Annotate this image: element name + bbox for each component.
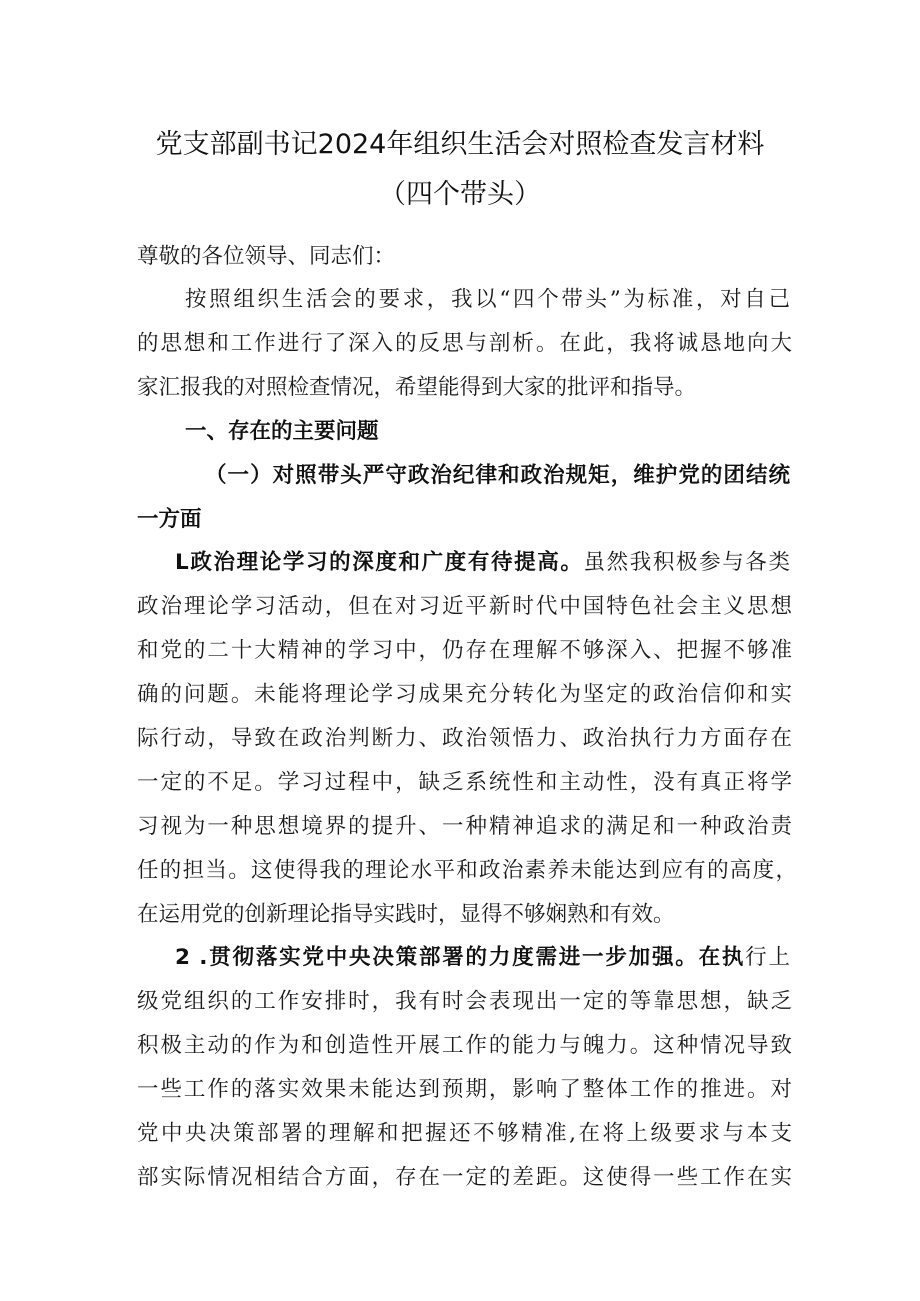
item-1-line: 一定的不足。学习过程中，缺乏系统性和主动性，没有真正将学	[137, 770, 792, 795]
item-2-line: 党中央决策部署的理解和把握还不够精准,在将上级要求与本支	[137, 1121, 792, 1146]
document-title: 党支部副书记2024年组织生活会对照检查发言材料	[155, 129, 765, 160]
greeting: 尊敬的各位领导、同志们：	[137, 244, 396, 269]
intro-line: 的思想和工作进行了深入的反思与剖析。在此，我将诚恳地向大	[137, 331, 792, 356]
item-1-line: 确的问题。未能将理论学习成果充分转化为坚定的政治信仰和实	[137, 682, 792, 707]
item-2-line: 部实际情况相结合方面，存在一定的差距。这使得一些工作在实	[137, 1165, 792, 1190]
item-2-line: 积极主动的作为和创造性开展工作的能力与魄力。这种情况导致	[137, 1033, 792, 1058]
item-1-line: 习视为一种思想境界的提升、一种精神追求的满足和一种政治责	[137, 814, 792, 839]
item-2-lead: 2 .贯彻落实党中央决策部署的力度需进一步加强。在执	[175, 945, 746, 970]
section-heading: 一、存在的主要问题	[185, 419, 379, 444]
item-1-line: 政治理论学习活动，但在对习近平新时代中国特色社会主义思想	[137, 594, 792, 619]
item-2-line: 级党组织的工作安排时，我有时会表现出一定的等靠思想，缺乏	[137, 989, 792, 1014]
item-1-line: 在运用党的创新理论指导实践时，显得不够娴熟和有效。	[137, 902, 675, 927]
item-1-lead-rest: 虽然我积极参与各类	[583, 550, 790, 575]
item-1-lead: L政治理论学习的深度和广度有待提高。	[175, 550, 584, 575]
item-1-line: 任的担当。这使得我的理论水平和政治素养未能达到应有的高度，	[137, 858, 797, 883]
document-subtitle: （四个带头）	[379, 179, 541, 210]
intro-line: 家汇报我的对照检查情况，希望能得到大家的批评和指导。	[137, 375, 697, 400]
intro-line: 按照组织生活会的要求，我以“四个带头”为标准，对自己	[185, 287, 790, 312]
item-2-first-line	[175, 943, 790, 973]
item-1-line: 和党的二十大精神的学习中，仍存在理解不够深入、把握不够准	[137, 638, 792, 663]
item-2-line: 一些工作的落实效果未能达到预期，影响了整体工作的推进。对	[137, 1077, 792, 1102]
subsection-heading: （一）对照带头严守政治纪律和政治规矩，维护党的团结统	[205, 463, 790, 488]
item-1-line: 际行动，导致在政治判断力、政治领悟力、政治执行力方面存在	[137, 726, 792, 751]
item-2-lead-rest: 行上	[745, 945, 790, 970]
item-1-first-line	[175, 548, 790, 578]
subsection-heading: 一方面	[137, 507, 202, 532]
